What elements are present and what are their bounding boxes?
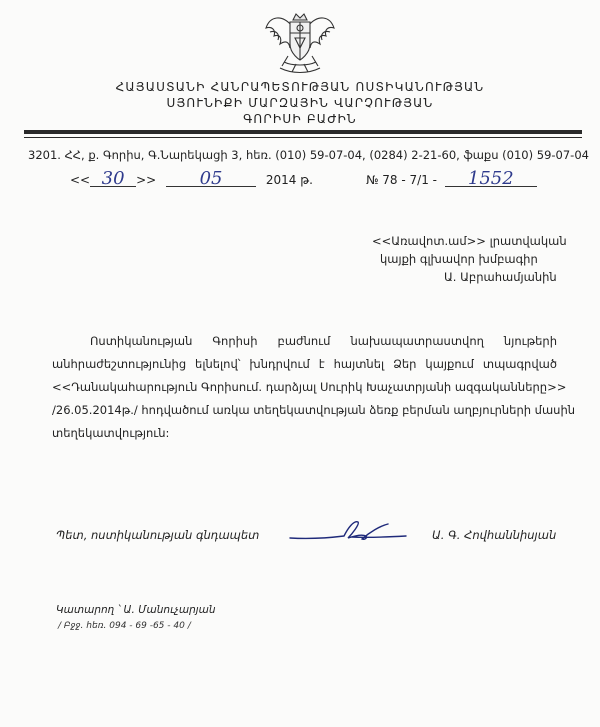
org-name-line-2: ՍՅՈՒՆԻՔԻ ՄԱՐԶԱՅԻՆ ՎԱՐՉՈՒԹՅԱՆ — [166, 96, 434, 110]
body-line-1: Ոստիկանության Գորիսի բաժնում նախապատրաստվող նյութերի — [90, 334, 557, 348]
executor-line: Կատարող ՝ Ա. Մանուչարյան — [56, 604, 216, 616]
addressee-line-3: Ա. Աբրահամյանին — [444, 270, 557, 284]
document-number — [366, 168, 537, 189]
date-month: 05 — [166, 172, 256, 187]
document-number-prefix: № 78 - 7/1 - — [366, 173, 437, 187]
coat-of-arms-icon — [262, 6, 338, 78]
addressee-block — [372, 232, 567, 286]
org-name-line-3: ԳՈՐԻՍԻ ԲԱԺԻՆ — [243, 112, 357, 126]
letter-body — [52, 330, 576, 445]
handwritten-signature-icon — [288, 512, 408, 548]
signatory-title: Պետ, ոստիկանության գնդապետ — [56, 528, 260, 542]
executor-phone: / Բջջ. հեռ. 094 - 69 -65 - 40 / — [58, 621, 191, 631]
body-line-3: <<Դանակահարություն Գորիսում. դարձյալ Սուրիկ Խաչատրյանի ազգականները>> — [52, 380, 567, 394]
date-field — [70, 168, 313, 189]
date-year: 2014 թ. — [265, 173, 313, 187]
addressee-line-2: կայքի գլխավոր խմբագիր — [380, 252, 538, 266]
body-line-4: /26.05.2014թ./ հոդվածում առկա տեղեկատվության ձեռք բերման աղբյուրների մասին — [52, 403, 576, 417]
body-line-2: անհրաժեշտությունից ելնելով՝ խնդրվում է հայտնել Ձեր կայքում տպագրված — [52, 357, 557, 371]
date-day: 30 — [90, 172, 136, 187]
date-close-quote: >> — [136, 173, 157, 187]
header-divider-thin — [24, 137, 582, 138]
body-line-5: տեղեկատվություն: — [52, 426, 170, 440]
header-divider-thick — [24, 130, 582, 134]
addressee-line-1: <<Առավոտ.ամ>> լրատվական — [372, 234, 567, 248]
document-number-value: 1552 — [445, 172, 537, 187]
org-name-line-1: ՀԱՅԱՍՏԱՆԻ ՀԱՆՐԱՊԵՏՈՒԹՅԱՆ ՈՍՏԻԿԱՆՈՒԹՅԱՆ — [115, 80, 485, 94]
signatory-name: Ա. Գ. Հովհաննիսյան — [432, 528, 557, 542]
date-open-quote: << — [70, 173, 91, 187]
address-line: 3201. ՀՀ, ք. Գորիս, Գ.Նարեկացի 3, հեռ. (010) 59-07-04, (0284) 2-21-60, ֆաքս (010) 59-07-04 — [28, 148, 589, 162]
